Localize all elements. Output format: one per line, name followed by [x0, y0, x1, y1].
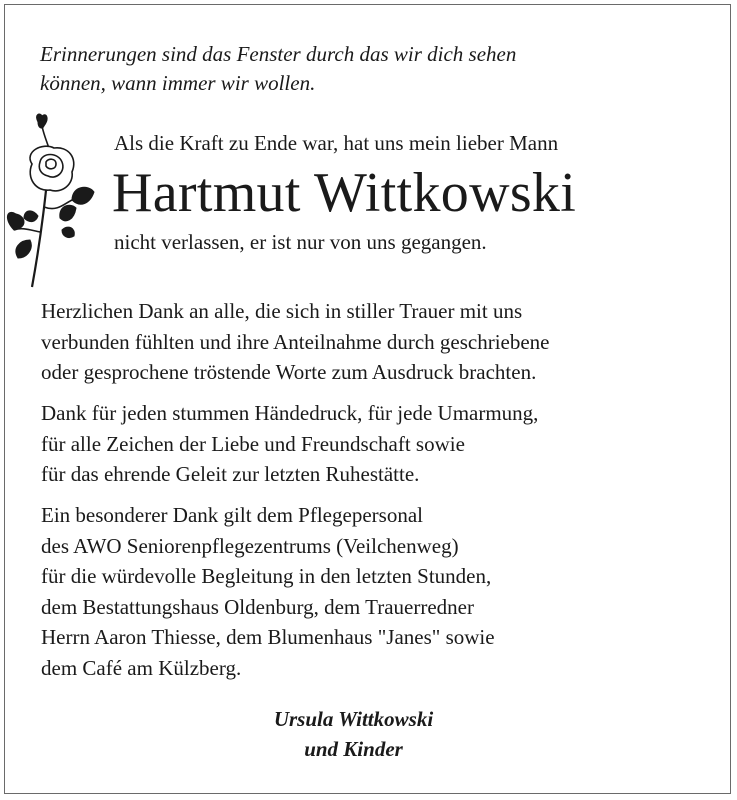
text-line: oder gesprochene tröstende Worte zum Ausdruck brachten. — [41, 360, 537, 384]
text-line: für das ehrende Geleit zur letzten Ruhestätte. — [41, 462, 420, 486]
signature-line-2: und Kinder — [304, 737, 403, 761]
text-line: Herzlichen Dank an alle, die sich in stiller Trauer mit uns — [41, 299, 523, 323]
rose-icon — [2, 112, 100, 294]
motto-quote — [40, 40, 700, 98]
intro-line: Als die Kraft zu Ende war, hat uns mein lieber Mann — [114, 131, 559, 155]
after-name-line: nicht verlassen, er ist nur von uns gegangen. — [114, 230, 487, 254]
thanks-paragraph-2 — [41, 398, 721, 490]
signature — [0, 704, 737, 764]
deceased-name: Hartmut Wittkowski — [112, 162, 577, 224]
text-line: verbunden fühlten und ihre Anteilnahme durch geschriebene — [41, 329, 550, 354]
text-line: für die würdevolle Begleitung in den letzten Stunden, — [41, 564, 492, 588]
motto-line-2: können, wann immer wir wollen. — [40, 71, 316, 95]
text-line: dem Café am Külzberg. — [41, 655, 242, 680]
text-line: des AWO Seniorenpflegezentrums (Veilchenweg) — [41, 533, 459, 558]
text-line: für alle Zeichen der Liebe und Freundschaft sowie — [41, 431, 465, 456]
motto-line-1: Erinnerungen sind das Fenster durch das wir dich sehen — [40, 42, 517, 66]
text-line: dem Bestattungshaus Oldenburg, dem Trauerredner — [41, 594, 474, 619]
signature-line-1: Ursula Wittkowski — [273, 707, 434, 731]
text-line: Ein besonderer Dank gilt dem Pflegepersonal — [41, 503, 423, 527]
text-line: Dank für jeden stummen Händedruck, für jede Umarmung, — [41, 401, 539, 425]
text-line: Herrn Aaron Thiesse, dem Blumenhaus "Janes" sowie — [41, 625, 495, 649]
thanks-paragraph-1 — [41, 296, 721, 388]
thanks-paragraph-3 — [41, 500, 721, 683]
